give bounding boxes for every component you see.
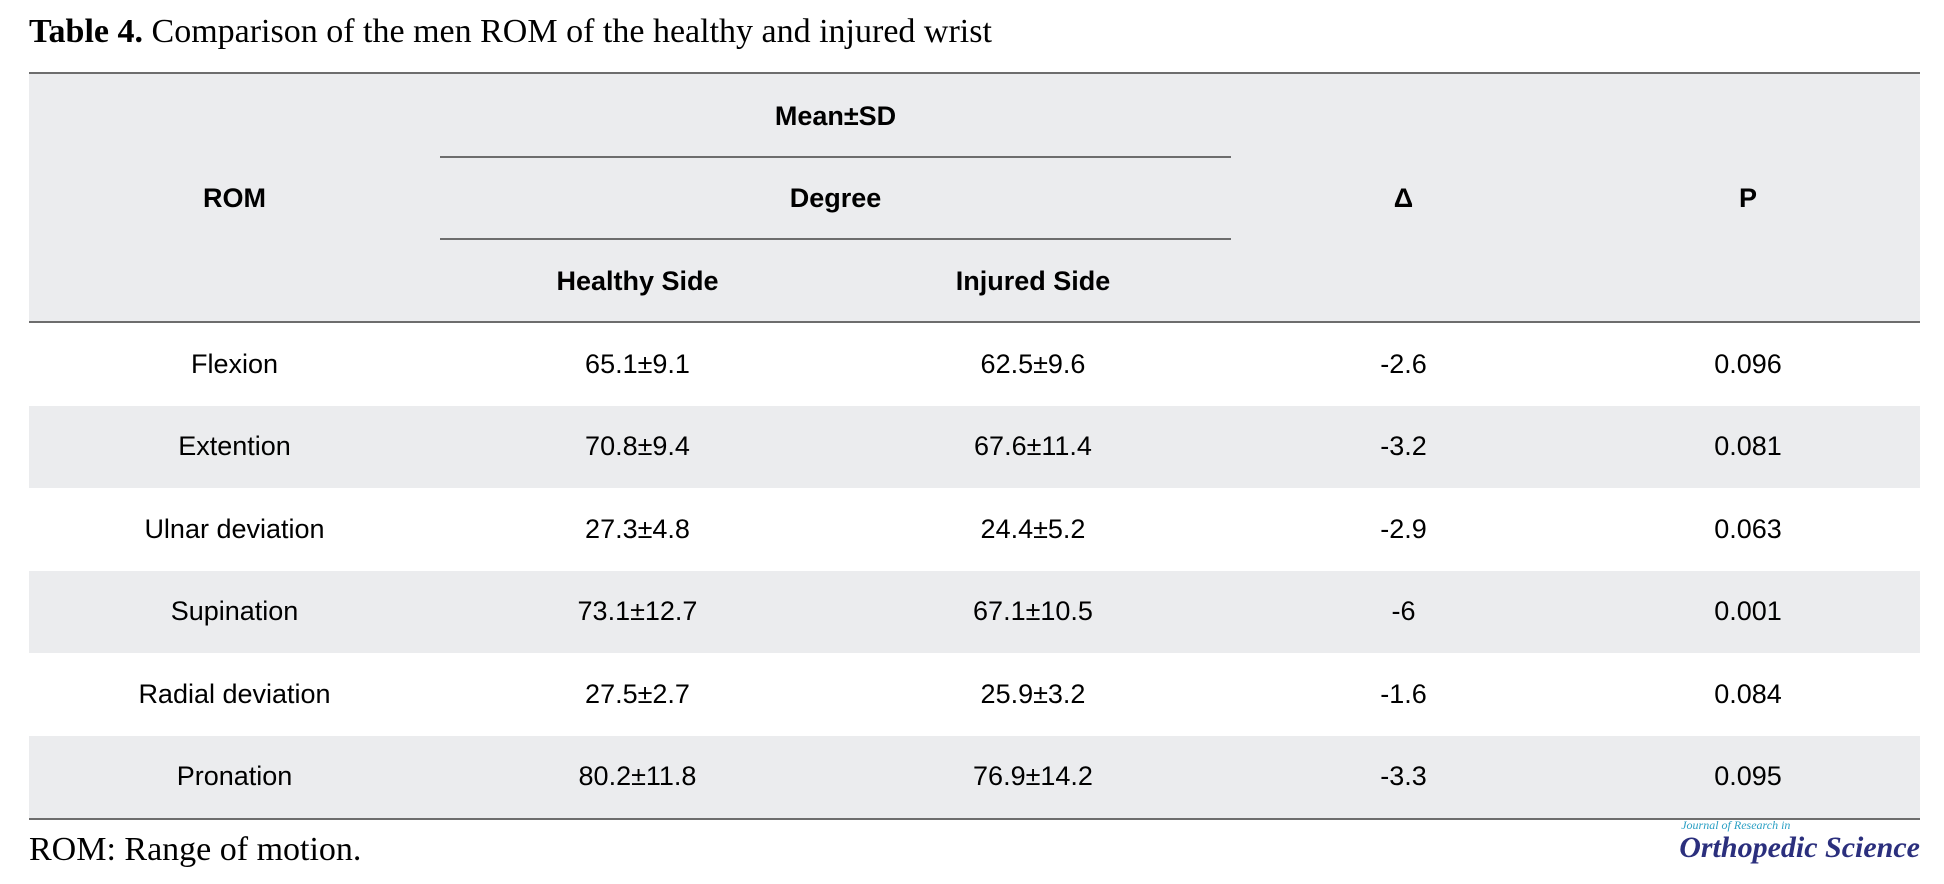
table-caption xyxy=(29,10,992,54)
header-p: P xyxy=(1738,183,1757,213)
cell-injured: 67.6±11.4 xyxy=(974,431,1092,462)
cell-delta: -2.6 xyxy=(1380,348,1427,379)
caption-label: Table 4. xyxy=(29,13,144,50)
table-footnote: ROM: Range of motion. xyxy=(29,831,362,868)
cell-delta: -2.9 xyxy=(1380,513,1427,544)
logo-small-text: Journal of Research in xyxy=(1681,818,1791,832)
table-row xyxy=(29,736,1920,819)
cell-rom: Extention xyxy=(178,431,291,462)
cell-rom: Radial deviation xyxy=(138,678,331,709)
cell-injured: 62.5±9.6 xyxy=(980,348,1086,379)
header-mean-sd: Mean±SD xyxy=(774,101,897,131)
cell-rom: Flexion xyxy=(190,348,279,379)
table-row xyxy=(29,571,1920,654)
cell-injured: 25.9±3.2 xyxy=(980,678,1086,709)
table-row xyxy=(29,406,1920,489)
logo-big-text: Orthopedic Science xyxy=(1679,831,1920,864)
journal-logo xyxy=(1679,818,1920,864)
header-healthy-side: Healthy Side xyxy=(556,266,719,296)
cell-injured: 24.4±5.2 xyxy=(980,513,1086,544)
cell-healthy: 73.1±12.7 xyxy=(577,596,698,627)
header-divider-2 xyxy=(440,238,1231,240)
header-delta: Δ xyxy=(1393,183,1414,213)
cell-healthy: 65.1±9.1 xyxy=(585,348,690,379)
rom-table xyxy=(29,72,1920,820)
table-header xyxy=(29,74,1920,321)
table-body xyxy=(29,323,1920,818)
header-degree: Degree xyxy=(789,183,882,213)
cell-rom: Ulnar deviation xyxy=(144,513,325,544)
cell-p: 0.095 xyxy=(1714,761,1782,792)
cell-delta: -3.2 xyxy=(1380,431,1427,462)
cell-healthy: 27.3±4.8 xyxy=(585,513,690,544)
header-divider-1 xyxy=(440,156,1231,158)
cell-p: 0.081 xyxy=(1714,431,1782,462)
cell-p: 0.063 xyxy=(1714,513,1782,544)
cell-healthy: 27.5±2.7 xyxy=(585,678,690,709)
cell-p: 0.096 xyxy=(1714,348,1782,379)
cell-delta: -1.6 xyxy=(1380,678,1427,709)
caption-text: Comparison of the men ROM of the healthy and injured wrist xyxy=(151,13,992,50)
table-row xyxy=(29,488,1920,571)
cell-p: 0.001 xyxy=(1714,596,1782,627)
cell-delta: -3.3 xyxy=(1380,761,1427,792)
table-row xyxy=(29,653,1920,736)
cell-injured: 76.9±14.2 xyxy=(973,761,1093,792)
header-rom: ROM xyxy=(203,183,266,213)
cell-delta: -6 xyxy=(1391,596,1416,627)
table-bottom-rule xyxy=(29,818,1920,820)
table-row xyxy=(29,323,1920,406)
cell-p: 0.084 xyxy=(1714,678,1782,709)
cell-healthy: 70.8±9.4 xyxy=(585,431,690,462)
header-injured-side: Injured Side xyxy=(955,266,1111,296)
cell-injured: 67.1±10.5 xyxy=(973,596,1093,627)
cell-rom: Supination xyxy=(170,596,299,627)
cell-rom: Pronation xyxy=(176,761,293,792)
cell-healthy: 80.2±11.8 xyxy=(578,761,697,792)
